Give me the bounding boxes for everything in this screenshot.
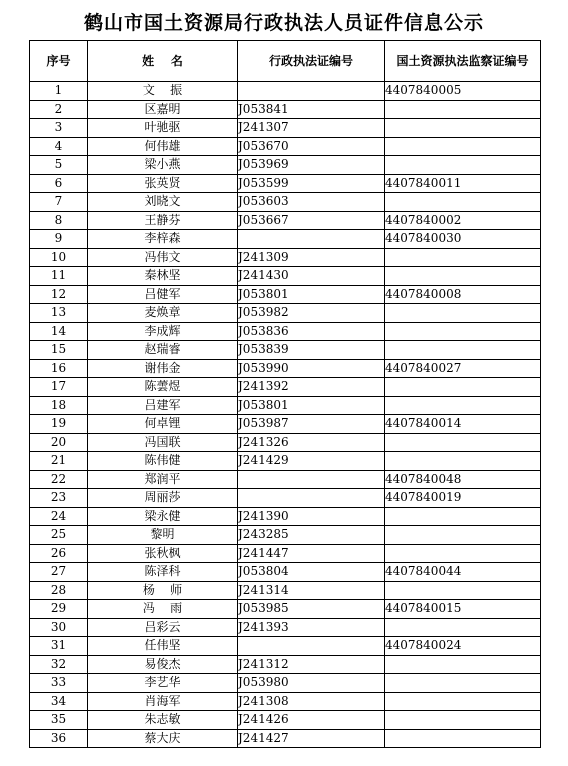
row-name: 张秋枫 — [88, 544, 238, 563]
row-admin-cert — [238, 470, 385, 489]
table-row — [30, 341, 541, 360]
row-supervision-cert: 4407840015 — [385, 600, 541, 619]
table-row — [30, 729, 541, 748]
row-admin-cert: J241314 — [238, 581, 385, 600]
row-admin-cert: J053980 — [238, 674, 385, 693]
row-admin-cert: J053603 — [238, 193, 385, 212]
table-row — [30, 452, 541, 471]
row-name: 吕健军 — [88, 285, 238, 304]
table-header-row — [30, 41, 541, 82]
row-admin-cert: J053841 — [238, 100, 385, 119]
row-number: 29 — [30, 600, 88, 619]
row-admin-cert: J053990 — [238, 359, 385, 378]
row-number: 6 — [30, 174, 88, 193]
row-supervision-cert — [385, 526, 541, 545]
table-row — [30, 489, 541, 508]
row-name: 张英贤 — [88, 174, 238, 193]
row-number: 10 — [30, 248, 88, 267]
row-number: 27 — [30, 563, 88, 582]
row-supervision-cert — [385, 674, 541, 693]
table-body — [30, 82, 541, 748]
row-supervision-cert — [385, 378, 541, 397]
row-supervision-cert: 4407840027 — [385, 359, 541, 378]
table-row — [30, 304, 541, 323]
row-number: 5 — [30, 156, 88, 175]
table-row — [30, 396, 541, 415]
table-row — [30, 674, 541, 693]
row-supervision-cert — [385, 452, 541, 471]
row-number: 16 — [30, 359, 88, 378]
row-name: 何卓锂 — [88, 415, 238, 434]
row-number: 24 — [30, 507, 88, 526]
row-number: 25 — [30, 526, 88, 545]
row-number: 21 — [30, 452, 88, 471]
row-name: 杨 师 — [88, 581, 238, 600]
row-name: 王静芬 — [88, 211, 238, 230]
row-name: 秦林坚 — [88, 267, 238, 286]
row-name: 陈泽科 — [88, 563, 238, 582]
table-row — [30, 563, 541, 582]
row-admin-cert: J053982 — [238, 304, 385, 323]
row-number: 19 — [30, 415, 88, 434]
personnel-table — [29, 40, 541, 748]
row-supervision-cert: 4407840030 — [385, 230, 541, 249]
table-row — [30, 137, 541, 156]
table-row — [30, 637, 541, 656]
row-admin-cert: J241447 — [238, 544, 385, 563]
row-name: 李成辉 — [88, 322, 238, 341]
row-supervision-cert: 4407840014 — [385, 415, 541, 434]
table-row — [30, 581, 541, 600]
row-name: 任伟坚 — [88, 637, 238, 656]
row-supervision-cert: 4407840024 — [385, 637, 541, 656]
row-admin-cert: J241308 — [238, 692, 385, 711]
row-name: 何伟雄 — [88, 137, 238, 156]
row-admin-cert: J053670 — [238, 137, 385, 156]
table-row — [30, 285, 541, 304]
row-number: 9 — [30, 230, 88, 249]
table-row — [30, 119, 541, 138]
row-name: 李艺华 — [88, 674, 238, 693]
row-admin-cert — [238, 230, 385, 249]
page-title: 鹤山市国土资源局行政执法人员证件信息公示 — [83, 12, 484, 34]
row-number: 35 — [30, 711, 88, 730]
row-number: 36 — [30, 729, 88, 748]
table-row — [30, 433, 541, 452]
table-row — [30, 100, 541, 119]
row-number: 18 — [30, 396, 88, 415]
row-number: 26 — [30, 544, 88, 563]
row-name: 吕建军 — [88, 396, 238, 415]
header-no: 序号 — [30, 41, 88, 82]
table-row — [30, 618, 541, 637]
row-number: 11 — [30, 267, 88, 286]
row-number: 34 — [30, 692, 88, 711]
row-supervision-cert — [385, 248, 541, 267]
table-row — [30, 82, 541, 101]
row-name: 陈蕓煜 — [88, 378, 238, 397]
row-admin-cert: J241426 — [238, 711, 385, 730]
table-row — [30, 248, 541, 267]
row-admin-cert: J241309 — [238, 248, 385, 267]
row-supervision-cert — [385, 729, 541, 748]
row-admin-cert: J241427 — [238, 729, 385, 748]
row-supervision-cert — [385, 396, 541, 415]
row-name: 郑润平 — [88, 470, 238, 489]
row-supervision-cert: 4407840005 — [385, 82, 541, 101]
header-supervision-cert: 国土资源执法监察证编号 — [385, 41, 541, 82]
row-supervision-cert — [385, 544, 541, 563]
row-admin-cert: J053801 — [238, 396, 385, 415]
row-admin-cert: J053801 — [238, 285, 385, 304]
row-name: 文 振 — [88, 82, 238, 101]
row-admin-cert: J241393 — [238, 618, 385, 637]
table-row — [30, 378, 541, 397]
row-name: 李梓森 — [88, 230, 238, 249]
row-admin-cert: J241429 — [238, 452, 385, 471]
table-row — [30, 211, 541, 230]
row-supervision-cert — [385, 156, 541, 175]
row-supervision-cert — [385, 137, 541, 156]
row-name: 冯 雨 — [88, 600, 238, 619]
row-supervision-cert: 4407840019 — [385, 489, 541, 508]
table-row — [30, 470, 541, 489]
table-row — [30, 230, 541, 249]
row-name: 朱志敏 — [88, 711, 238, 730]
row-name: 易俊杰 — [88, 655, 238, 674]
table-row — [30, 544, 541, 563]
row-name: 陈伟健 — [88, 452, 238, 471]
row-number: 7 — [30, 193, 88, 212]
table-row — [30, 156, 541, 175]
row-name: 区嘉明 — [88, 100, 238, 119]
row-number: 3 — [30, 119, 88, 138]
row-admin-cert: J241307 — [238, 119, 385, 138]
row-name: 梁永健 — [88, 507, 238, 526]
row-name: 蔡大庆 — [88, 729, 238, 748]
row-supervision-cert: 4407840048 — [385, 470, 541, 489]
row-number: 1 — [30, 82, 88, 101]
row-supervision-cert — [385, 618, 541, 637]
row-number: 2 — [30, 100, 88, 119]
row-number: 12 — [30, 285, 88, 304]
row-supervision-cert — [385, 711, 541, 730]
row-supervision-cert: 4407840002 — [385, 211, 541, 230]
row-name: 黎明 — [88, 526, 238, 545]
row-name: 冯国联 — [88, 433, 238, 452]
row-admin-cert — [238, 489, 385, 508]
row-admin-cert: J241392 — [238, 378, 385, 397]
row-admin-cert: J241312 — [238, 655, 385, 674]
table-row — [30, 267, 541, 286]
row-name: 梁小燕 — [88, 156, 238, 175]
row-supervision-cert — [385, 433, 541, 452]
row-admin-cert: J053804 — [238, 563, 385, 582]
row-supervision-cert — [385, 119, 541, 138]
row-supervision-cert — [385, 100, 541, 119]
row-admin-cert: J053599 — [238, 174, 385, 193]
row-name: 谢伟金 — [88, 359, 238, 378]
row-supervision-cert: 4407840008 — [385, 285, 541, 304]
row-name: 冯伟文 — [88, 248, 238, 267]
table-row — [30, 507, 541, 526]
row-admin-cert: J053987 — [238, 415, 385, 434]
row-admin-cert — [238, 82, 385, 101]
row-supervision-cert — [385, 507, 541, 526]
row-name: 肖海军 — [88, 692, 238, 711]
row-supervision-cert — [385, 692, 541, 711]
table-row — [30, 711, 541, 730]
table-row — [30, 322, 541, 341]
row-admin-cert: J241390 — [238, 507, 385, 526]
row-name: 吕彩云 — [88, 618, 238, 637]
row-number: 15 — [30, 341, 88, 360]
row-supervision-cert — [385, 304, 541, 323]
row-number: 4 — [30, 137, 88, 156]
table-row — [30, 359, 541, 378]
table-row — [30, 600, 541, 619]
row-supervision-cert: 4407840011 — [385, 174, 541, 193]
row-admin-cert: J053985 — [238, 600, 385, 619]
row-number: 8 — [30, 211, 88, 230]
row-name: 麦焕章 — [88, 304, 238, 323]
row-number: 23 — [30, 489, 88, 508]
row-name: 赵瑞睿 — [88, 341, 238, 360]
row-supervision-cert: 4407840044 — [385, 563, 541, 582]
row-number: 13 — [30, 304, 88, 323]
row-number: 14 — [30, 322, 88, 341]
row-admin-cert: J241326 — [238, 433, 385, 452]
row-admin-cert — [238, 637, 385, 656]
row-number: 17 — [30, 378, 88, 397]
row-name: 刘晓文 — [88, 193, 238, 212]
row-supervision-cert — [385, 322, 541, 341]
row-number: 28 — [30, 581, 88, 600]
row-supervision-cert — [385, 193, 541, 212]
row-supervision-cert — [385, 581, 541, 600]
row-supervision-cert — [385, 267, 541, 286]
row-admin-cert: J053839 — [238, 341, 385, 360]
table-row — [30, 415, 541, 434]
row-number: 22 — [30, 470, 88, 489]
row-name: 周丽莎 — [88, 489, 238, 508]
row-admin-cert: J243285 — [238, 526, 385, 545]
row-number: 32 — [30, 655, 88, 674]
row-supervision-cert — [385, 341, 541, 360]
table-row — [30, 174, 541, 193]
header-name: 姓 名 — [88, 41, 238, 82]
row-admin-cert: J053667 — [238, 211, 385, 230]
row-admin-cert: J053836 — [238, 322, 385, 341]
table-row — [30, 655, 541, 674]
row-name: 叶驰驱 — [88, 119, 238, 138]
header-admin-cert: 行政执法证编号 — [238, 41, 385, 82]
table-row — [30, 193, 541, 212]
row-number: 30 — [30, 618, 88, 637]
table-row — [30, 526, 541, 545]
table-row — [30, 692, 541, 711]
row-number: 20 — [30, 433, 88, 452]
row-supervision-cert — [385, 655, 541, 674]
row-admin-cert: J053969 — [238, 156, 385, 175]
row-number: 33 — [30, 674, 88, 693]
row-admin-cert: J241430 — [238, 267, 385, 286]
row-number: 31 — [30, 637, 88, 656]
